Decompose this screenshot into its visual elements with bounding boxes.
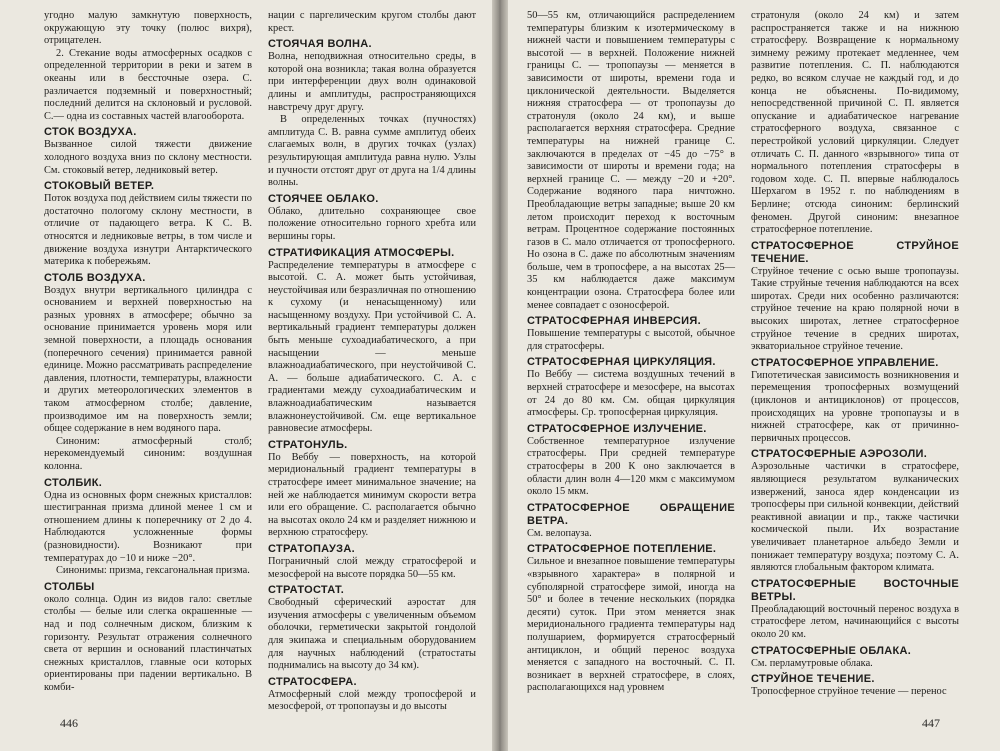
entry-heading: СТРАТОСФЕРНЫЕ ОБЛАКА. xyxy=(751,644,912,657)
entry-heading: СТРАТОСФЕРНОЕ ОБРАЩЕНИЕ ВЕТРА. xyxy=(527,501,735,527)
entry-text: нации с паргелическим кругом столбы дают крест. xyxy=(268,10,476,34)
entry-text: Волна, неподвижная относительно среды, в которой она возникла; такая волна образуется при интерференции двух волн одинаковой длины и амплитуды, распространяющихся навстречу друг другу. xyxy=(268,51,476,113)
entry-text: Поток воздуха под действием силы тяжести по достаточно пологому склону местности, в отличие от падающего ветра. К С. В. относятся и ледниковые ветры, в том числе и движение воздуха изнутри Антарктического материка к побережьям. xyxy=(44,193,252,268)
entry-heading: СТРАТОСФЕРНОЕ ПОТЕПЛЕНИЕ. xyxy=(527,543,717,556)
entry-heading: СТОЛБ ВОЗДУХА. xyxy=(44,271,146,284)
entry-text: Преобладающий восточный перенос воздуха в стратосфере летом, начинающийся с высоты около 20 км. xyxy=(751,603,959,640)
entry-text: Облако, длительно сохраняющее свое положение относительно горного хребта или вершины горы. xyxy=(268,205,476,242)
entry-text: Струйное течение с осью выше тропопаузы. Такие струйные течения наблюдаются на всех широтах. Среди них особенно различаются: струйное течение на краю полярной ночи в высоких широтах, летнее стратосферное струйное течение в средних широтах, экваториальное струйное течение. xyxy=(751,265,959,353)
entry-heading: СТОКОВЫЙ ВЕТЕР. xyxy=(44,180,155,193)
entry-text: Гипотетическая зависимость возникновения и перемещения тропосферных возмущений (циклонов и антициклонов) от процессов, происходящих на уровне тропопаузы и в нижней стратосфере, как от причинно-первичных процессов. xyxy=(751,369,959,444)
entry-text: По Веббу — система воздушных течений в верхней стратосфере и мезосфере, на высотах от 24 до 80 км. См. общая циркуляция атмосферы. Ср. тропосферная циркуляция. xyxy=(527,369,735,419)
entry-text: Пограничный слой между стратосферой и мезосферой на высоте порядка 50—55 км. xyxy=(268,555,476,580)
entry-text: около солнца. Один из видов гало: светлые столбы — белые или слегка окрашенные — над и под солнечным диском, близким к горизонту. Результат отражения солнечного света от вершин и оснований пластинчатых снежных кристаллов, главные оси которых ориентированы при падении вертикально. В комби- xyxy=(44,593,252,693)
left-page-column-1 xyxy=(44,10,252,693)
entry-heading: СТРАТОСФЕРНЫЕ АЭРОЗОЛИ. xyxy=(751,448,928,461)
entry-text: Тропосферное струйное течение — перенос xyxy=(751,686,947,698)
entry-heading: СТРАТОНУЛЬ. xyxy=(268,438,348,451)
entry-heading: СТРАТОСФЕРНОЕ УПРАВЛЕНИЕ. xyxy=(751,356,939,369)
left-page-column-2 xyxy=(268,10,476,713)
entry-text: 50—55 км, отличающийся распределением температуры близким к изотермическому в нижней части и повышением температуры с высотой — в верхней. Положение нижней границы С. — тропопаузы — меняется в зависимости от широты, времени года и циклонической деятельности. Выделяется нижняя стратосфера — от тропопаузы до стратонуля (около 24 км), и выше располагается верхняя стратосфера. Средние температуры на нижней границе С. заключаются в пределах от −45 до −75° в зависимости от широты и времени года; на верхней границе С. — между −20 и +20°. Содержание водяного пара ничтожно. Преобладающие ветры западные; выше 20 км летом происходит переход к восточным ветрам. Процентное содержание постоянных газов в С. мало отличается от тропосферного. Но озона в С. даже по абсолютным значениям больше, чем в тропосфере, а на высотах 25—35 км наблюдается даже максимум концентрации озона. Стратосфера более или менее совпадает с озоносферой. xyxy=(527,10,735,311)
entry-text: По Веббу — поверхность, на которой меридиональный градиент температуры в стратосфере имеет минимальное значение; на ней же наблюдается минимум скорости ветра или его обращение. С. располагается обычно на высотах около 24 км и разделяет нижнюю и верхнюю стратосферу. xyxy=(268,451,476,539)
entry-text: стратонуля (около 24 км) и затем распространяется также и на нижнюю стратосферу. Возвращение к нормальному зимнему режиму протекает медленнее, чем развитие потепления. С. П. наблюдаются редко, во всяком случае не каждый год, и до конца не объяснены. По-видимому, непосредственной причиной С. П. является опускание и адиабатическое нагревание стратосферного воздуха, связанное с перестройкой условий циркуляции. Следует отличать С. П. данного «взрывного» типа от нормального потепления стратосферы в годовом ходе. С. П. впервые наблюдалось Шерхагом в 1952 г. по наблюдениям в Берлине; отсюда синоним: берлинский феномен. Другой синоним: внезапное стратосферное потепление. xyxy=(751,10,959,236)
entry-text: 2. Стекание воды атмосферных осадков с определенной территории в реки и затем в океаны или в бессточные озера. С. различается подземный и поверхностный; последний делится на склоновый и русловой. С.— одна из составных частей влагооборота. xyxy=(44,47,252,122)
entry-text: Повышение температуры с высотой, обычное для стратосферы. xyxy=(527,328,735,352)
entry-heading: СТРАТОСФЕРНАЯ ЦИРКУЛЯЦИЯ. xyxy=(527,356,716,369)
entry-heading: СТРУЙНОЕ ТЕЧЕНИЕ. xyxy=(751,673,875,686)
entry-text: Вызванное силой тяжести движение холодного воздуха вниз по склону местности. См. стоковый ветер, ледниковый ветер. xyxy=(44,139,252,176)
entry-heading: СТРАТОСФЕРНОЕ СТРУЙНОЕ ТЕЧЕНИЕ. xyxy=(751,239,959,265)
entry-heading: СТОЛБЫ xyxy=(44,580,95,593)
entry-heading: СТРАТОПАУЗА. xyxy=(268,542,355,555)
left-page xyxy=(0,0,497,751)
entry-text: См. перламутровые облака. xyxy=(751,657,873,669)
right-page xyxy=(503,0,1000,751)
entry-text: Свободный сферический аэростат для изучения атмосферы с увеличенным объемом оболочки, герметически закрытой гондолой для экипажа и специальным оборудованием для научных наблюдений (стратостаты поднимались на высоту до 34 км). xyxy=(268,597,476,672)
entry-heading: СТРАТОСФЕРНОЕ ИЗЛУЧЕНИЕ. xyxy=(527,422,707,435)
entry-heading: СТОЯЧАЯ ВОЛНА. xyxy=(268,38,372,51)
entry-text: Атмосферный слой между тропосферой и мезосферой, от тропопаузы и до высоты xyxy=(268,688,476,713)
entry-text: Распределение температуры в атмосфере с высотой. С. А. может быть устойчивая, неустойчивая или безразличная по отношению к сухому (и ненасыщенному) или насыщенному воздуху. При устойчивой С. А. вертикальный градиент температуры должен быть меньше сухоадиабатического, а при насыщении — меньше влажноадиабатического, при неустойчивой С. А. — больше адиабатического. С. А. с градиентами между сухоадиабатическим и влажноадиабатическим называется влажнонеустойчивой. См. еще вертикальное равновесие атмосферы. xyxy=(268,259,476,435)
page-number-right: 447 xyxy=(922,716,940,730)
book-gutter xyxy=(492,0,508,751)
entry-text: В определенных точках (пучностях) амплитуда С. В. равна сумме амплитуд обеих слагаемых волн, в других точках (узлах) результирующая амплитуда равна нулю. Узлы и пучности отстоят друг от друга на 1/4 длины волны. xyxy=(268,114,476,189)
entry-heading: СТОЯЧЕЕ ОБЛАКО. xyxy=(268,192,379,205)
entry-heading: СТОК ВОЗДУХА. xyxy=(44,126,137,139)
entry-text: См. велопауза. xyxy=(527,527,592,539)
entry-text: Синонимы: призма, гексагональная призма. xyxy=(56,565,250,577)
page-number-left: 446 xyxy=(60,716,78,730)
entry-text: Синоним: атмосферный столб; нерекомендуемый синоним: воздушная колонна. xyxy=(44,435,252,472)
entry-heading: СТРАТОСФЕРНАЯ ИНВЕРСИЯ. xyxy=(527,315,701,328)
entry-text: Аэрозольные частички в стратосфере, являющиеся результатом вулканических извержений, заноса ядер конденсации из тропосферы при сильной конвекции, действий реактивной авиации и пр., также частички космической пыли. Их возрастание увеличивает планетарное альбедо Земли и понижает температуру воздуха; поэтому С. А. являются глобальным фактором климата. xyxy=(751,461,959,574)
entry-text: Сильное и внезапное повышение температуры «взрывного характера» в полярной и субполярной стратосфере зимой, иногда на 50° и более в течение нескольких (порядка десяти) суток. При этом меняется знак меридионального градиента температуры над полушарием, формируется стратосферный антициклон, и общий перенос воздуха меняется с западного на восточный. С. П. возникает в верхней стратосфере, в слоях, располагающихся над уровнем xyxy=(527,556,735,694)
entry-heading: СТОЛБИК. xyxy=(44,476,103,489)
entry-heading: СТРАТИФИКАЦИЯ АТМОСФЕРЫ. xyxy=(268,246,455,259)
right-page-column-1 xyxy=(527,10,735,694)
entry-text: угодно малую замкнутую поверхность, окружающую эту точку (полюс вихря), отрицателен. xyxy=(44,10,252,47)
entry-heading: СТРАТОСФЕРНЫЕ ВОСТОЧНЫЕ ВЕТРЫ. xyxy=(751,577,959,603)
entry-text: Одна из основных форм снежных кристаллов: шестигранная призма длиной менее 1 см и отношением длины к поперечнику от 2 до 4. Наблюдаются усложненные формы (разновидности). Возникают при температурах до −10 и ниже −20°. xyxy=(44,489,252,564)
entry-text: Собственное температурное излучение стратосферы. При средней температуре стратосферы в 200 К оно заключается в области длин волн 4—120 мкм с максимумом около 15 мкм. xyxy=(527,435,735,498)
right-page-column-2 xyxy=(751,10,959,698)
entry-text: Воздух внутри вертикального цилиндра с основанием и верхней поверхностью на разных уровнях в атмосфере; обычно за основание принимается уровень моря или земной поверхности, а площадь основания (поперечного сечения) принимается равной единице. Можно рассматривать распределение давления, плотности, температуры, влажности и других метеорологических элементов в таком атмосферном столбе; давление, производимое им на поверхность земли; общее содержание в нем водяного пара. xyxy=(44,284,252,435)
entry-heading: СТРАТОСТАТ. xyxy=(268,584,345,597)
entry-heading: СТРАТОСФЕРА. xyxy=(268,675,357,688)
